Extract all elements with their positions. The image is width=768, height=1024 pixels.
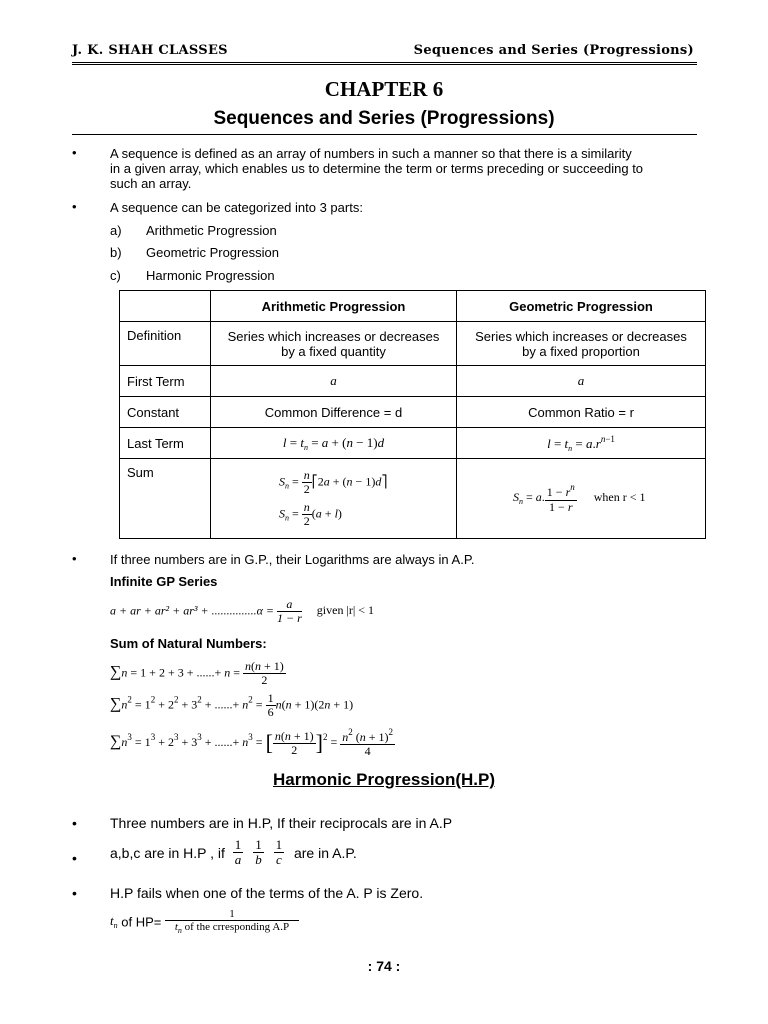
header-left: J. K. SHAH CLASSES [72, 43, 228, 58]
col-header-ap: Arithmetic Progression [211, 291, 457, 322]
natural-sum-heading: Sum of Natural Numbers: [110, 636, 267, 651]
part-label: a) [110, 223, 122, 238]
hp-tn-label: of HP= [121, 914, 162, 930]
part-text: Harmonic Progression [146, 268, 275, 283]
hp-abc-line: a,b,c are in H.P , if $\frac{1}{a}$ $\frac{1}{b}$ $\frac{1}{c}$ are in A.P. [110, 837, 357, 868]
infinite-gp-condition: given |r| < 1 [316, 603, 375, 618]
infinite-gp-lhs: a + ar + ar² + ar³ + ...............α = [110, 603, 274, 618]
intro-line: A sequence is defined as an array of numbers in such a manner so that there is a similarity [110, 146, 632, 161]
categorize-text: A sequence can be categorized into 3 parts: [110, 200, 363, 215]
row-label-first-term: First Term [120, 366, 211, 397]
infinite-gp-heading: Infinite GP Series [110, 574, 218, 589]
chapter-number: CHAPTER 6 [324, 77, 444, 101]
part-text: Arithmetic Progression [146, 223, 277, 238]
intro-line: in a given array, which enables us to determine the term or terms preceding or succeeding to [110, 161, 644, 176]
gp-definition [457, 322, 706, 366]
gp-definition-line: by a fixed proportion [522, 343, 640, 359]
gp-first-term: a [457, 366, 706, 397]
ap-first-term: a [211, 366, 457, 397]
title-rule [72, 134, 697, 135]
ap-sum-line-1: $S_n$ = $\frac{n}{2}$ ⎡2a + (n − 1)d⎤ [279, 468, 388, 497]
sum-n-cubed-formula: $\sum n^3 = 1^3 + 2^3 + 3^3$ + ......+ $n^3$ = [ $\frac{n(n + 1)}{2}$ ]$^2$ = $\frac{n^2 (n + 1)^2}{4}$ [110, 727, 394, 759]
ap-definition-line: Series which increases or decreases [227, 328, 440, 344]
hp-tn-formula: $t_n$ of HP= 1 $t_n$ of the crresponding A.P [110, 908, 299, 936]
page-number: : 74 : [367, 958, 401, 974]
header-rule [72, 62, 697, 65]
bullet-dot: • [72, 815, 77, 831]
row-label-constant: Constant [120, 397, 211, 428]
hp-fails-text: H.P fails when one of the terms of the A. P is Zero. [110, 885, 424, 901]
bullet-dot: • [72, 199, 77, 214]
hp-reciprocal-text: Three numbers are in H.P, If their reciprocals are in A.P [110, 815, 453, 831]
gp-definition-line: Series which increases or decreases [475, 328, 687, 344]
header-right: Sequences and Series (Progressions) [413, 43, 694, 58]
bullet-dot: • [72, 145, 77, 160]
sum-n-squared-formula: $\sum n^2 = 1^2 + 2^2 + 3^2$ + ......+ $n^2$ = $\frac{1}{6}$ n(n + 1)(2n + 1) [110, 691, 354, 720]
gp-log-text: If three numbers are in G.P., their Logarithms are always in A.P. [110, 552, 475, 567]
ap-constant: Common Difference = d [211, 397, 457, 428]
ap-definition [211, 322, 457, 366]
part-text: Geometric Progression [146, 245, 279, 260]
ap-sum-line-2: $S_n$ = $\frac{n}{2}$ (a + l) [279, 499, 342, 528]
gp-sum-condition: when r < 1 [593, 490, 646, 505]
hp-abc-post: are in A.P. [293, 844, 357, 861]
table-corner [120, 291, 211, 322]
infinite-gp-fraction: $\frac{a}{1 - r}$ [277, 597, 302, 626]
col-header-gp: Geometric Progression [457, 291, 706, 322]
sum-n-formula: ∑n = 1 + 2 + 3 + ......+ n = $\frac{n(n + 1)}{2}$ [110, 659, 284, 688]
part-label: c) [110, 268, 121, 283]
row-label-last-term: Last Term [120, 428, 211, 459]
bullet-dot: • [72, 551, 77, 566]
part-label: b) [110, 245, 122, 260]
ap-last-term-formula: $l = t_n = a + (n - 1)d$ [211, 428, 457, 459]
chapter-title: Sequences and Series (Progressions) [213, 108, 555, 129]
hp-abc-pre: a,b,c are in H.P , if [110, 844, 225, 861]
gp-last-term-formula: $l = t_n = a.r^{n-1}$ [457, 428, 706, 459]
bullet-dot: • [72, 885, 77, 901]
ap-sum-formula [211, 459, 457, 539]
progression-table [119, 290, 706, 539]
row-label-definition: Definition [120, 322, 211, 366]
hp-tn-fraction: 1 $t_n$ of the crresponding A.P [165, 908, 299, 936]
bullet-dot: • [72, 850, 77, 866]
ap-definition-line: by a fixed quantity [281, 343, 386, 359]
gp-constant: Common Ratio = r [457, 397, 706, 428]
infinite-gp-formula [110, 598, 374, 625]
gp-sum-formula: $S_n = a$. $\frac{1 - r^n}{1 - r}$ when r < 1 [457, 459, 706, 539]
intro-text [110, 146, 643, 191]
row-label-sum: Sum [120, 459, 211, 539]
intro-line: such an array. [110, 176, 192, 191]
hp-heading: Harmonic Progression(H.P) [273, 770, 495, 789]
